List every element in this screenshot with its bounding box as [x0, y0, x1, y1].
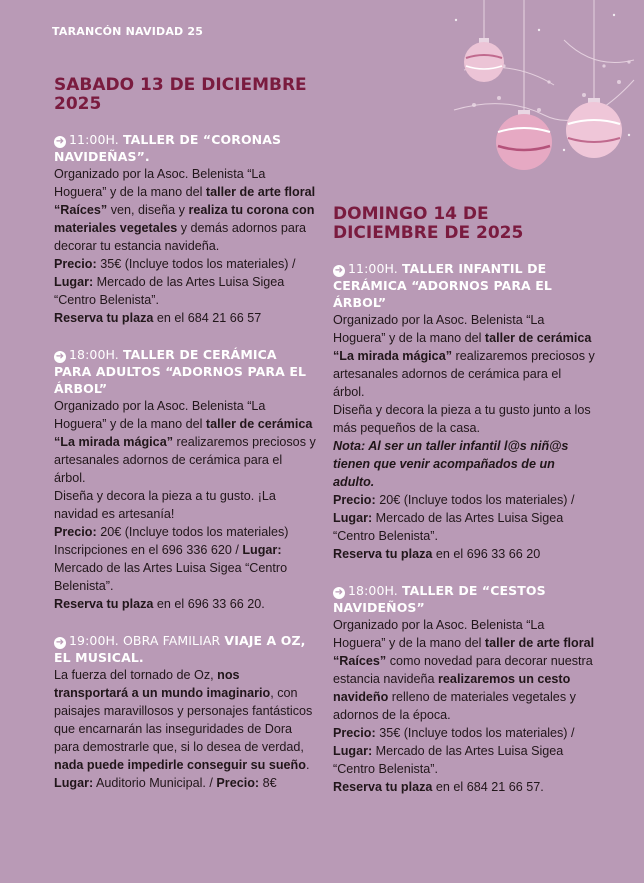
event-reservation	[333, 778, 595, 796]
event-details	[54, 523, 316, 595]
reserve-label: Reserva tu plaza	[333, 780, 433, 794]
text-bold: taller de arte floral “Raíces”	[54, 185, 316, 217]
text: y demás adornos para decorar tu estancia navideña.	[54, 221, 307, 253]
text: Organizado por la Asoc. Belenista “La Hoguera” y de la mano del	[54, 399, 266, 431]
place-label: Lugar:	[54, 776, 94, 790]
price-label: Precio:	[54, 525, 97, 539]
event-details	[333, 491, 595, 545]
text: , con paisajes maravillosos y personajes fantásticos que encarnarán las inseguridades de Dora para demostrarle que, si lo desea de verdad,	[54, 686, 313, 754]
event-details	[333, 724, 595, 778]
event-time: 18:00H.	[69, 347, 119, 362]
arrow-right-circle-icon: ➜	[334, 587, 344, 598]
saturday-event-1	[54, 131, 316, 327]
reserve-label: Reserva tu plaza	[54, 311, 154, 325]
event-time: 18:00H.	[348, 583, 398, 598]
event-time: 11:00H.	[69, 132, 119, 147]
price-value: 35€ (Incluye todos los materiales) /	[96, 257, 296, 271]
event-title	[333, 582, 595, 616]
event-title-text: TALLER DE CERÁMICA PARA ADULTOS “ADORNOS PARA EL ÁRBOL”	[54, 347, 307, 396]
place-label: Lugar:	[333, 744, 373, 758]
text: realizaremos preciosos y artesanales adornos de cerámica para el árbol.	[54, 435, 316, 485]
event-description-2: Diseña y decora la pieza a tu gusto junto a los más pequeños de la casa.	[333, 403, 591, 435]
event-description	[54, 165, 316, 255]
place-value: Mercado de las Artes Luisa Sigea “Centro Belenista”.	[333, 744, 564, 776]
event-description	[333, 616, 595, 724]
reserve-phone: en el 696 33 66 20	[432, 547, 541, 561]
event-title-prefix: OBRA FAMILIAR	[122, 633, 225, 648]
sunday-event-1	[333, 260, 595, 563]
event-description	[54, 666, 316, 774]
text: relleno de materiales vegetales y adornos de la época.	[333, 690, 576, 722]
text: como novedad para decorar nuestra estancia navideña	[333, 654, 593, 686]
event-description	[54, 397, 316, 487]
reserve-phone: en el 684 21 66 57.	[432, 780, 544, 794]
event-title	[54, 346, 316, 397]
price-label: Precio:	[333, 493, 376, 507]
text-bold: nos transportará a un mundo imaginario	[54, 668, 271, 700]
event-title	[54, 131, 316, 165]
saturday-column	[54, 76, 316, 811]
place-value: Mercado de las Artes Luisa Sigea “Centro Belenista”.	[333, 511, 564, 543]
place-label: Lugar:	[333, 511, 373, 525]
saturday-event-3	[54, 632, 316, 792]
reserve-label: Reserva tu plaza	[333, 547, 433, 561]
text: La fuerza del tornado de Oz,	[54, 668, 218, 682]
event-details	[54, 774, 316, 792]
text: Organizado por la Asoc. Belenista “La Hoguera” y de la mano del	[333, 313, 545, 345]
place-value: Auditorio Municipal. /	[93, 776, 217, 790]
ornament-ball-top	[464, 20, 504, 82]
page-header: TARANCÓN NAVIDAD 25	[52, 25, 204, 38]
sunday-column	[333, 205, 595, 815]
event-time: 19:00H.	[69, 633, 119, 648]
text: Organizado por la Asoc. Belenista “La Hoguera” y de la mano del	[333, 618, 545, 650]
sunday-event-2	[333, 582, 595, 796]
arrow-right-circle-icon: ➜	[334, 265, 344, 276]
event-description-2: Diseña y decora la pieza a tu gusto. ¡La navidad es artesanía!	[54, 489, 276, 521]
saturday-event-2	[54, 346, 316, 613]
event-description	[333, 311, 595, 401]
text: Organizado por la Asoc. Belenista “La Hoguera” y de la mano del	[54, 167, 266, 199]
arrow-right-circle-icon: ➜	[55, 637, 65, 648]
text-bold: realiza tu corona con materiales vegetales	[54, 203, 315, 235]
event-title-text: TALLER INFANTIL DE CERÁMICA “ADORNOS PARA EL ÁRBOL”	[333, 261, 552, 310]
arrow-right-circle-icon: ➜	[55, 136, 65, 147]
text: ven, diseña y	[107, 203, 189, 217]
note-text: Nota: Al ser un taller infantil l@s niñ@s tienen que venir acompañados de un adulto.	[333, 439, 569, 489]
text-bold: taller de arte floral “Raíces”	[333, 636, 595, 668]
text-bold: realizaremos un cesto navideño	[333, 672, 571, 704]
event-reservation	[54, 595, 316, 613]
price-value: 20€ (Incluye todos los materiales) Inscripciones en el 696 336 620 /	[54, 525, 289, 557]
place-value: Mercado de las Artes Luisa Sigea “Centro Belenista”.	[54, 275, 285, 307]
sunday-heading: DOMINGO 14 DE DICIEMBRE DE 2025	[333, 204, 524, 243]
reserve-phone: en el 696 33 66 20.	[153, 597, 265, 611]
event-title-text: TALLER DE “CORONAS NAVIDEÑAS”.	[54, 132, 282, 164]
event-title	[333, 260, 595, 311]
price-label: Precio:	[216, 776, 260, 790]
event-title-text: TALLER DE “CESTOS NAVIDEÑOS”	[333, 583, 546, 615]
christmas-ornaments-decoration	[444, 0, 644, 190]
event-reservation	[333, 545, 595, 563]
price-value: 20€ (Incluye todos los materiales) /	[375, 493, 575, 507]
ornament-ball-right	[566, 40, 622, 158]
saturday-heading: SABADO 13 DE DICIEMBRE 2025	[54, 75, 307, 114]
price-value: 8€	[259, 776, 277, 790]
price-label: Precio:	[54, 257, 97, 271]
event-title	[54, 632, 316, 666]
price-value: 35€ (Incluye todos los materiales) /	[375, 726, 575, 740]
reserve-label: Reserva tu plaza	[54, 597, 154, 611]
event-details	[54, 255, 316, 309]
text-bold: taller de cerámica “La mirada mágica”	[54, 417, 313, 449]
place-label: Lugar:	[54, 275, 94, 289]
reserve-phone: en el 684 21 66 57	[153, 311, 262, 325]
place-value: Mercado de las Artes Luisa Sigea “Centro Belenista”.	[54, 561, 288, 593]
text: realizaremos preciosos y artesanales adornos de cerámica para el árbol.	[333, 349, 595, 399]
arrow-right-circle-icon: ➜	[55, 351, 65, 362]
place-label: Lugar:	[242, 543, 282, 557]
ornament-ball-bottom	[496, 10, 552, 170]
event-reservation	[54, 309, 316, 327]
event-title-text: VIAJE A OZ, EL MUSICAL.	[54, 633, 306, 665]
price-label: Precio:	[333, 726, 376, 740]
event-note	[333, 437, 595, 491]
text-bold: nada puede impedirle conseguir su sueño	[54, 758, 306, 772]
event-time: 11:00H.	[348, 261, 398, 276]
text: .	[305, 758, 310, 772]
text-bold: taller de cerámica “La mirada mágica”	[333, 331, 592, 363]
